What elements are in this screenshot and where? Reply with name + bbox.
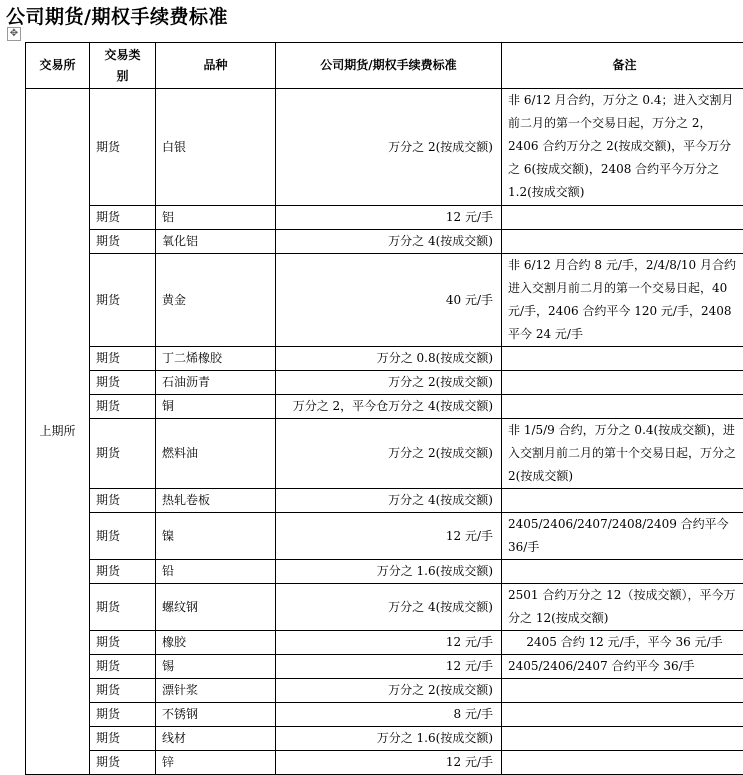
- cell-type: 期货: [90, 703, 156, 727]
- header-fee: 公司期货/期权手续费标准: [276, 43, 502, 89]
- cell-product: 铜: [156, 395, 276, 419]
- cell-fee: 万分之 2(按成交额): [276, 89, 502, 206]
- table-row: [26, 727, 743, 751]
- cell-product: 铝: [156, 206, 276, 230]
- cell-product: 热轧卷板: [156, 489, 276, 513]
- cell-note: [502, 751, 743, 775]
- cell-fee: 万分之 2(按成交额): [276, 679, 502, 703]
- cell-fee: 万分之 2(按成交额): [276, 419, 502, 489]
- table-row: [26, 206, 743, 230]
- cell-product: 石油沥青: [156, 371, 276, 395]
- cell-note: 非 1/5/9 合约，万分之 0.4(按成交额)，进入交割月前二月的第十个交易日起，万分之 2(按成交额): [502, 419, 743, 489]
- cell-type: 期货: [90, 560, 156, 584]
- table-row: [26, 560, 743, 584]
- cell-note: 2501 合约万分之 12（按成交额），平今万分之 12(按成交额): [502, 584, 743, 631]
- cell-note: [502, 395, 743, 419]
- table-row: [26, 89, 743, 206]
- cell-product: 丁二烯橡胶: [156, 347, 276, 371]
- table-row: [26, 584, 743, 631]
- cell-note: 2405/2406/2407 合约平今 36/手: [502, 655, 743, 679]
- cell-type: 期货: [90, 489, 156, 513]
- cell-product: 白银: [156, 89, 276, 206]
- table-row: [26, 230, 743, 254]
- cell-product: 螺纹钢: [156, 584, 276, 631]
- cell-type: 期货: [90, 513, 156, 560]
- cell-product: 镍: [156, 513, 276, 560]
- cell-type: 期货: [90, 230, 156, 254]
- cell-fee: 12 元/手: [276, 513, 502, 560]
- cell-fee: 万分之 4(按成交额): [276, 230, 502, 254]
- cell-fee: 万分之 2，平今仓万分之 4(按成交额): [276, 395, 502, 419]
- cell-type: 期货: [90, 727, 156, 751]
- cell-fee: 12 元/手: [276, 751, 502, 775]
- cell-fee: 万分之 4(按成交额): [276, 489, 502, 513]
- header-note: 备注: [502, 43, 743, 89]
- table-row: [26, 489, 743, 513]
- cell-type: 期货: [90, 419, 156, 489]
- cell-exchange: 上期所: [26, 89, 90, 775]
- cell-type: 期货: [90, 584, 156, 631]
- cell-product: 线材: [156, 727, 276, 751]
- cell-note: [502, 489, 743, 513]
- cell-type: 期货: [90, 254, 156, 347]
- cell-product: 燃料油: [156, 419, 276, 489]
- cell-type: 期货: [90, 631, 156, 655]
- cell-fee: 8 元/手: [276, 703, 502, 727]
- cell-note: [502, 371, 743, 395]
- table-row: [26, 347, 743, 371]
- cell-fee: 12 元/手: [276, 206, 502, 230]
- header-exchange: 交易所: [26, 43, 90, 89]
- cell-type: 期货: [90, 371, 156, 395]
- cell-note: [502, 560, 743, 584]
- cell-type: 期货: [90, 395, 156, 419]
- cell-fee: 万分之 0.8(按成交额): [276, 347, 502, 371]
- cell-type: 期货: [90, 89, 156, 206]
- cell-product: 铅: [156, 560, 276, 584]
- table-row: [26, 751, 743, 775]
- cell-fee: 40 元/手: [276, 254, 502, 347]
- cell-note: 2405 合约 12 元/手，平今 36 元/手: [502, 631, 743, 655]
- cell-fee: 万分之 2(按成交额): [276, 371, 502, 395]
- cell-product: 锌: [156, 751, 276, 775]
- cell-type: 期货: [90, 347, 156, 371]
- table-row: [26, 513, 743, 560]
- cell-note: 2405/2406/2407/2408/2409 合约平今 36/手: [502, 513, 743, 560]
- cell-note: 非 6/12 月合约，万分之 0.4；进入交割月前二月的第一个交易日起，万分之 2，2406 合约万分之 2(按成交额)，平今万分之 6(按成交额)，2408 合约平今万分之 1.2(按成交额): [502, 89, 743, 206]
- cell-note: [502, 230, 743, 254]
- cell-note: 非 6/12 月合约 8 元/手，2/4/8/10 月合约进入交割月前二月的第一个交易日起，40 元/手，2406 合约平今 120 元/手，2408 平今 24 元/手: [502, 254, 743, 347]
- table-row: [26, 703, 743, 727]
- table-row: [26, 655, 743, 679]
- table-header-row: [26, 43, 743, 89]
- table-row: [26, 254, 743, 347]
- cell-fee: 万分之 1.6(按成交额): [276, 560, 502, 584]
- document-title: 公司期货/期权手续费标准: [6, 4, 228, 30]
- cell-type: 期货: [90, 206, 156, 230]
- table-row: [26, 631, 743, 655]
- cell-note: [502, 347, 743, 371]
- cell-type: 期货: [90, 679, 156, 703]
- cell-note: [502, 703, 743, 727]
- cell-product: 橡胶: [156, 631, 276, 655]
- cell-product: 不锈钢: [156, 703, 276, 727]
- cell-note: [502, 679, 743, 703]
- cell-fee: 12 元/手: [276, 631, 502, 655]
- cell-type: 期货: [90, 655, 156, 679]
- cell-product: 锡: [156, 655, 276, 679]
- cell-fee: 万分之 1.6(按成交额): [276, 727, 502, 751]
- cell-product: 氧化铝: [156, 230, 276, 254]
- table-row: [26, 371, 743, 395]
- table-row: [26, 679, 743, 703]
- cell-product: 黄金: [156, 254, 276, 347]
- cell-fee: 12 元/手: [276, 655, 502, 679]
- header-type: 交易类别: [90, 43, 156, 89]
- cell-fee: 万分之 4(按成交额): [276, 584, 502, 631]
- cell-note: [502, 727, 743, 751]
- table-move-handle-icon[interactable]: ✥: [7, 27, 21, 41]
- fee-table: [25, 42, 743, 775]
- table-row: [26, 419, 743, 489]
- cell-type: 期货: [90, 751, 156, 775]
- cell-product: 漂针浆: [156, 679, 276, 703]
- table-row: [26, 395, 743, 419]
- cell-note: [502, 206, 743, 230]
- header-product: 品种: [156, 43, 276, 89]
